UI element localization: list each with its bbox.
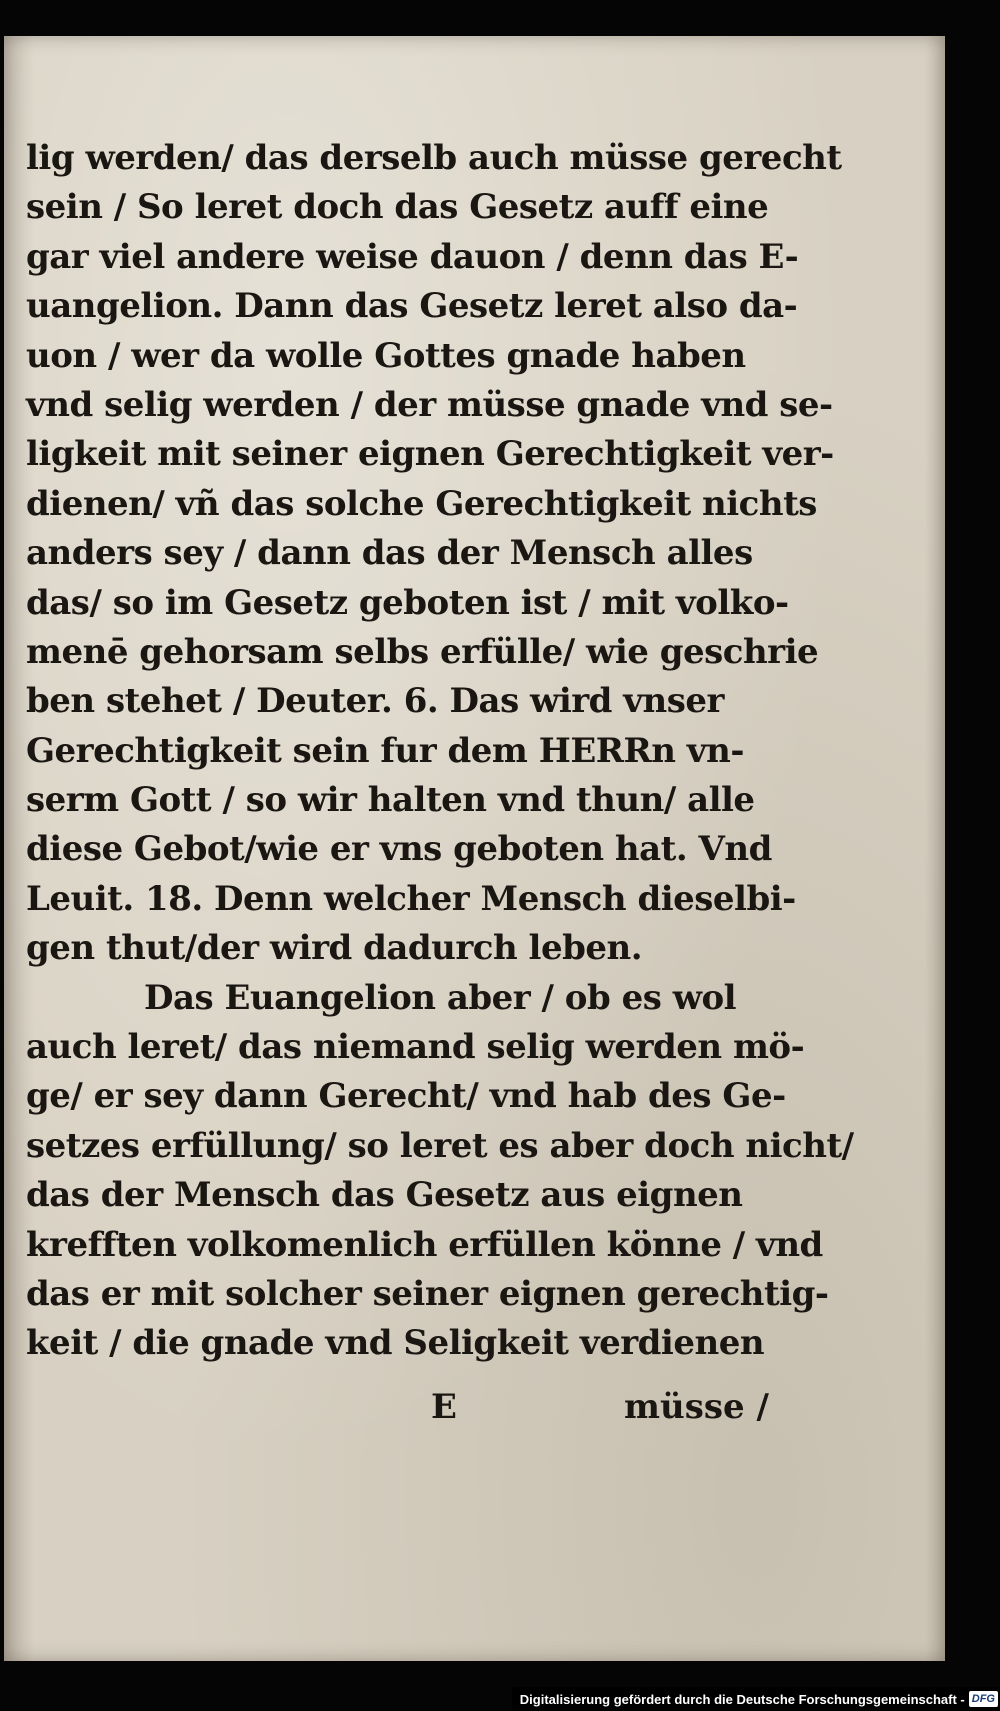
text-line: ge/ er sey dann Gerecht/ vnd hab des Ge- (26, 1076, 786, 1117)
signature-mark: E (431, 1387, 457, 1427)
text-line: serm Gott / so wir halten vnd thun/ alle (26, 780, 755, 821)
dfg-logo: DFG (969, 1691, 998, 1707)
text-line: das/ so im Gesetz geboten ist / mit volko- (26, 582, 789, 623)
text-line: Leuit. 18. Denn welcher Mensch dieselbi- (26, 878, 796, 919)
text-line-paragraph-start: Das Euangelion aber / ob es wol (144, 977, 737, 1018)
catchword: müsse / (624, 1387, 769, 1427)
text-line: uon / wer da wolle Gottes gnade haben (26, 335, 746, 376)
text-line: sein / So leret doch das Gesetz auff eine (26, 187, 769, 228)
text-line: diese Gebot/wie er vns geboten hat. Vnd (26, 829, 772, 870)
text-line: das der Mensch das Gesetz aus eignen (26, 1175, 743, 1216)
text-line: vnd selig werden / der müsse gnade vnd se- (26, 384, 833, 425)
text-line: krefften volkomenlich erfüllen könne / vnd (26, 1224, 823, 1265)
book-page (4, 36, 945, 1661)
text-line: dienen/ vñ das solche Gerechtigkeit nichts (26, 483, 817, 524)
text-line: ligkeit mit seiner eignen Gerechtigkeit ver- (26, 434, 834, 475)
text-line: Gerechtigkeit sein fur dem HERRn vn- (26, 730, 744, 771)
text-line: das er mit solcher seiner eignen gerechtig- (26, 1273, 829, 1314)
text-line: setzes erfüllung/ so leret es aber doch nicht/ (26, 1125, 854, 1166)
text-line: menē gehorsam selbs erfülle/ wie geschrie (26, 631, 819, 672)
text-line: auch leret/ das niemand selig werden mö- (26, 1027, 805, 1068)
page-foot-row (4, 1387, 945, 1437)
text-line: ben stehet / Deuter. 6. Das wird vnser (26, 681, 724, 722)
page-text (26, 134, 854, 1369)
text-line: uangelion. Dann das Gesetz leret also da- (26, 286, 798, 327)
credit-text: Digitalisierung gefördert durch die Deutsche Forschungsgemeinschaft - (519, 1691, 965, 1707)
text-line: keit / die gnade vnd Seligkeit verdienen (26, 1323, 765, 1364)
digitization-credit (512, 1687, 1000, 1711)
text-line: gen thut/der wird dadurch leben. (26, 928, 643, 969)
text-line: lig werden/ das derselb auch müsse gerecht (26, 138, 842, 178)
text-line: gar viel andere weise dauon / denn das E- (26, 236, 799, 277)
text-line: anders sey / dann das der Mensch alles (26, 533, 753, 574)
